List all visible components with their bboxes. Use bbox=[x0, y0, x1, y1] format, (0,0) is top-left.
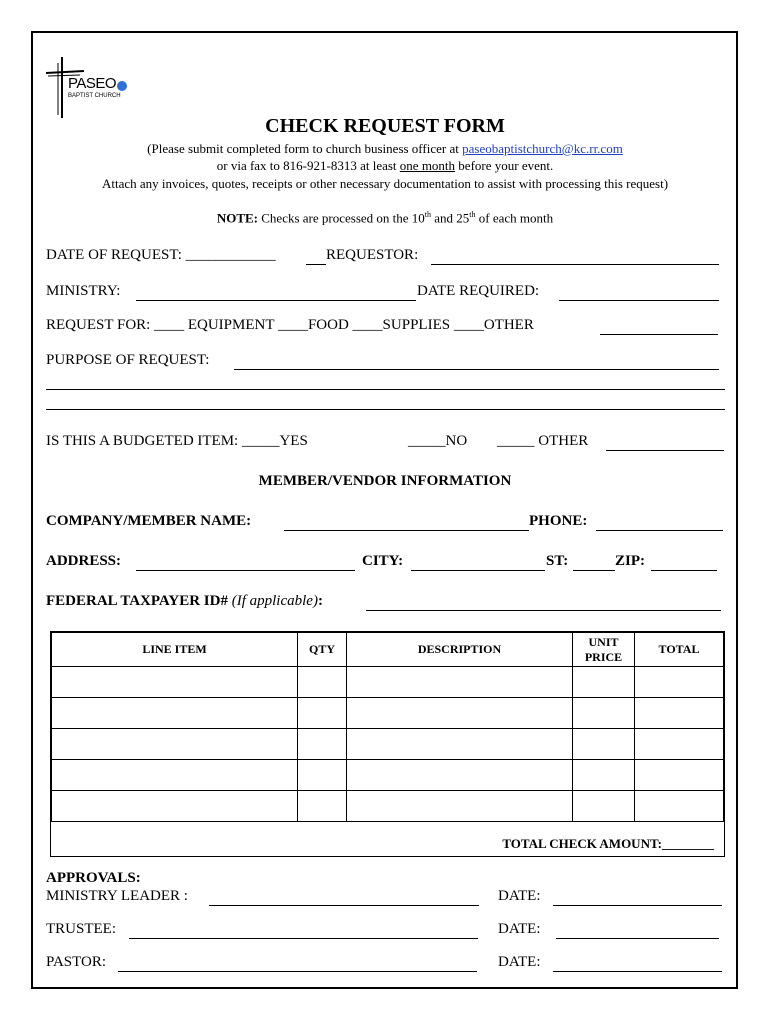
trustee-line[interactable] bbox=[129, 938, 478, 939]
cell[interactable] bbox=[52, 760, 298, 791]
requestor-label: REQUESTOR: bbox=[326, 247, 419, 263]
cell[interactable] bbox=[347, 791, 573, 822]
col-total: TOTAL bbox=[635, 633, 724, 667]
line-item-table bbox=[50, 631, 725, 857]
city-label: CITY: bbox=[362, 553, 404, 569]
col-unit-price: UNIT PRICE bbox=[573, 633, 635, 667]
cell[interactable] bbox=[573, 698, 635, 729]
requestor-line[interactable] bbox=[431, 264, 719, 265]
company-line[interactable] bbox=[284, 530, 529, 531]
instructions-line-2: or via fax to 816-921-8313 at least one month before your event. bbox=[216, 158, 554, 173]
cell[interactable] bbox=[635, 729, 724, 760]
taxpayer-label: FEDERAL TAXPAYER ID# (If applicable): bbox=[46, 593, 323, 609]
cell[interactable] bbox=[52, 791, 298, 822]
zip-line[interactable] bbox=[651, 570, 717, 571]
cell[interactable] bbox=[298, 698, 347, 729]
date-of-request-line[interactable] bbox=[306, 264, 326, 265]
cell[interactable] bbox=[635, 667, 724, 698]
cell[interactable] bbox=[347, 698, 573, 729]
budgeted-other-line[interactable] bbox=[606, 450, 724, 451]
leader-date-label: DATE: bbox=[498, 888, 541, 904]
total-check-amount: TOTAL CHECK AMOUNT:________ bbox=[502, 836, 714, 851]
ministry-leader-label: MINISTRY LEADER : bbox=[46, 888, 188, 904]
cell[interactable] bbox=[573, 729, 635, 760]
trustee-label: TRUSTEE: bbox=[46, 921, 116, 937]
col-line-item: LINE ITEM bbox=[52, 633, 298, 667]
table-row bbox=[52, 698, 724, 729]
cell[interactable] bbox=[347, 667, 573, 698]
pastor-date-line[interactable] bbox=[553, 971, 722, 972]
processing-note: NOTE: Checks are processed on the 10th and 25th of each month bbox=[216, 210, 554, 226]
request-other-line[interactable] bbox=[600, 334, 718, 335]
page-title: CHECK REQUEST FORM bbox=[265, 115, 505, 137]
instructions-line-1: (Please submit completed form to church business officer at paseobaptistchurch@kc.rr.com bbox=[147, 141, 623, 156]
church-logo bbox=[44, 55, 134, 120]
pastor-label: PASTOR: bbox=[46, 954, 107, 970]
request-for-label: REQUEST FOR: ____ EQUIPMENT ____FOOD ____SUPPLIES ____OTHER bbox=[46, 317, 534, 333]
cell[interactable] bbox=[298, 791, 347, 822]
company-label: COMPANY/MEMBER NAME: bbox=[46, 513, 252, 529]
zip-label: ZIP: bbox=[615, 553, 645, 569]
instructions-line-3: Attach any invoices, quotes, receipts or other necessary documentation to assist with processing this request) bbox=[101, 176, 669, 191]
trustee-date-line[interactable] bbox=[556, 938, 719, 939]
pastor-date-label: DATE: bbox=[498, 954, 541, 970]
logo-name: PASEO bbox=[68, 75, 117, 92]
cell[interactable] bbox=[347, 729, 573, 760]
col-qty: QTY bbox=[298, 633, 347, 667]
ministry-line[interactable] bbox=[136, 300, 416, 301]
date-of-request-label: DATE OF REQUEST: ____________ bbox=[46, 247, 276, 263]
pastor-line[interactable] bbox=[118, 971, 477, 972]
cell[interactable] bbox=[298, 667, 347, 698]
state-label: ST: bbox=[546, 553, 569, 569]
address-label: ADDRESS: bbox=[46, 553, 122, 569]
cell[interactable] bbox=[635, 760, 724, 791]
purpose-line-1[interactable] bbox=[234, 369, 719, 370]
logo-subtitle: BAPTIST CHURCH bbox=[68, 93, 121, 99]
budgeted-no: _____NO bbox=[408, 433, 468, 449]
cell[interactable] bbox=[52, 667, 298, 698]
col-description: DESCRIPTION bbox=[347, 633, 573, 667]
vendor-section-heading: MEMBER/VENDOR INFORMATION bbox=[258, 473, 512, 489]
phone-line[interactable] bbox=[596, 530, 723, 531]
purpose-line-3[interactable] bbox=[46, 409, 725, 410]
cell[interactable] bbox=[573, 760, 635, 791]
budgeted-other: _____ OTHER bbox=[497, 433, 589, 449]
date-required-label: DATE REQUIRED: bbox=[417, 283, 540, 299]
purpose-label: PURPOSE OF REQUEST: bbox=[46, 352, 210, 368]
cell[interactable] bbox=[635, 698, 724, 729]
table-row bbox=[52, 729, 724, 760]
table-row bbox=[52, 791, 724, 822]
taxpayer-line[interactable] bbox=[366, 610, 721, 611]
approvals-heading: APPROVALS: bbox=[46, 870, 141, 886]
purpose-line-2[interactable] bbox=[46, 389, 725, 390]
cell[interactable] bbox=[573, 791, 635, 822]
leader-date-line[interactable] bbox=[553, 905, 722, 906]
phone-label: PHONE: bbox=[529, 513, 588, 529]
state-line[interactable] bbox=[573, 570, 615, 571]
address-line[interactable] bbox=[136, 570, 355, 571]
cell[interactable] bbox=[635, 791, 724, 822]
date-required-line[interactable] bbox=[559, 300, 719, 301]
city-line[interactable] bbox=[411, 570, 545, 571]
table-row bbox=[52, 760, 724, 791]
cell[interactable] bbox=[347, 760, 573, 791]
email-link[interactable]: paseobaptistchurch@kc.rr.com bbox=[462, 141, 623, 156]
cell[interactable] bbox=[298, 760, 347, 791]
table-header-row bbox=[52, 633, 724, 667]
table-row bbox=[52, 667, 724, 698]
ministry-label: MINISTRY: bbox=[46, 283, 121, 299]
cell[interactable] bbox=[52, 729, 298, 760]
cell[interactable] bbox=[573, 667, 635, 698]
cell[interactable] bbox=[298, 729, 347, 760]
budgeted-label: IS THIS A BUDGETED ITEM: _____YES bbox=[46, 433, 308, 449]
cell[interactable] bbox=[52, 698, 298, 729]
trustee-date-label: DATE: bbox=[498, 921, 541, 937]
ministry-leader-line[interactable] bbox=[209, 905, 479, 906]
